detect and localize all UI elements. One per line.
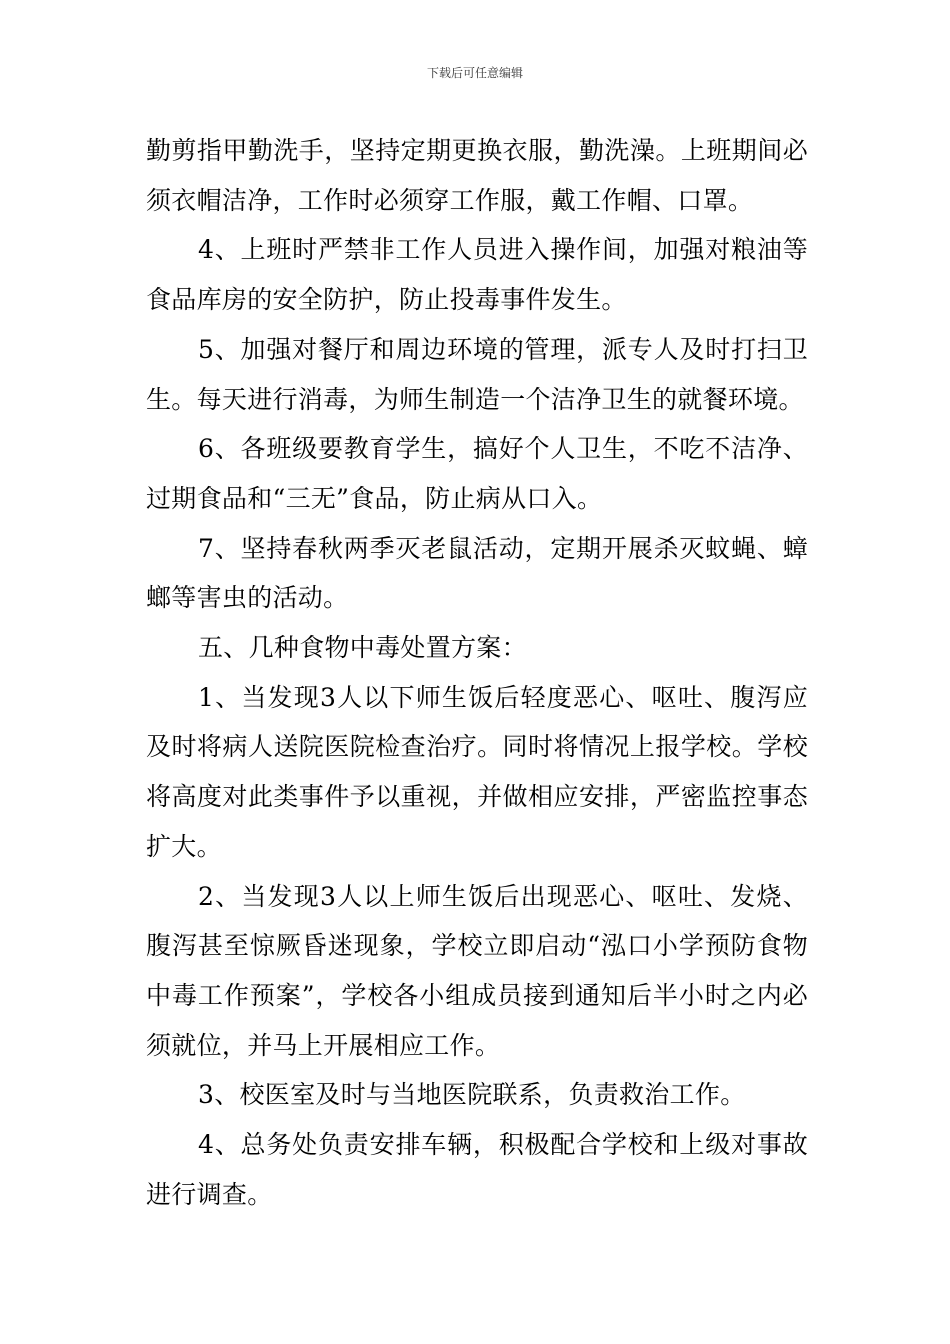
section-heading-5: 五、几种食物中毒处置方案： [198, 633, 527, 663]
page-header-note: 下载后可任意编辑 [426, 66, 523, 80]
paragraph-item-6: 6、各班级要教育学生，搞好个人卫生，不吃不洁净、过期食品和“三无”食品，防止病从口入。 [146, 434, 808, 513]
paragraph-continuation: 勤剪指甲勤洗手，坚持定期更换衣服，勤洗澡。上班期间必须衣帽洁净，工作时必须穿工作服，戴工作帽、口罩。 [146, 136, 808, 215]
paragraph-plan-3: 3、校医室及时与当地医院联系，负责救治工作。 [198, 1080, 746, 1110]
paragraph-item-7: 7、坚持春秋两季灭老鼠活动，定期开展杀灭蚊蝇、蟑螂等害虫的活动。 [146, 533, 808, 613]
document-body [146, 126, 808, 1219]
paragraph-item-5: 5、加强对餐厅和周边环境的管理，派专人及时打扫卫生。每天进行消毒，为师生制造一个洁净卫生的就餐环境。 [146, 334, 808, 414]
paragraph-plan-1: 1、当发现3人以下师生饭后轻度恶心、呕吐、腹泻应及时将病人送院医院检查治疗。同时将情况上报学校。学校将高度对此类事件予以重视，并做相应安排，严密监控事态扩大。 [146, 682, 808, 861]
paragraph-plan-4: 4、总务处负责安排车辆，积极配合学校和上级对事故进行调查。 [146, 1130, 808, 1209]
paragraph-item-4: 4、上班时严禁非工作人员进入操作间，加强对粮油等食品库房的安全防护，防止投毒事件发生。 [146, 235, 808, 315]
paragraph-plan-2: 2、当发现3人以上师生饭后出现恶心、呕吐、发烧、腹泻甚至惊厥昏迷现象，学校立即启动“泓口小学预防食物中毒工作预案”，学校各小组成员接到通知后半小时之内必须就位，并马上开展相应工作。 [146, 881, 808, 1060]
